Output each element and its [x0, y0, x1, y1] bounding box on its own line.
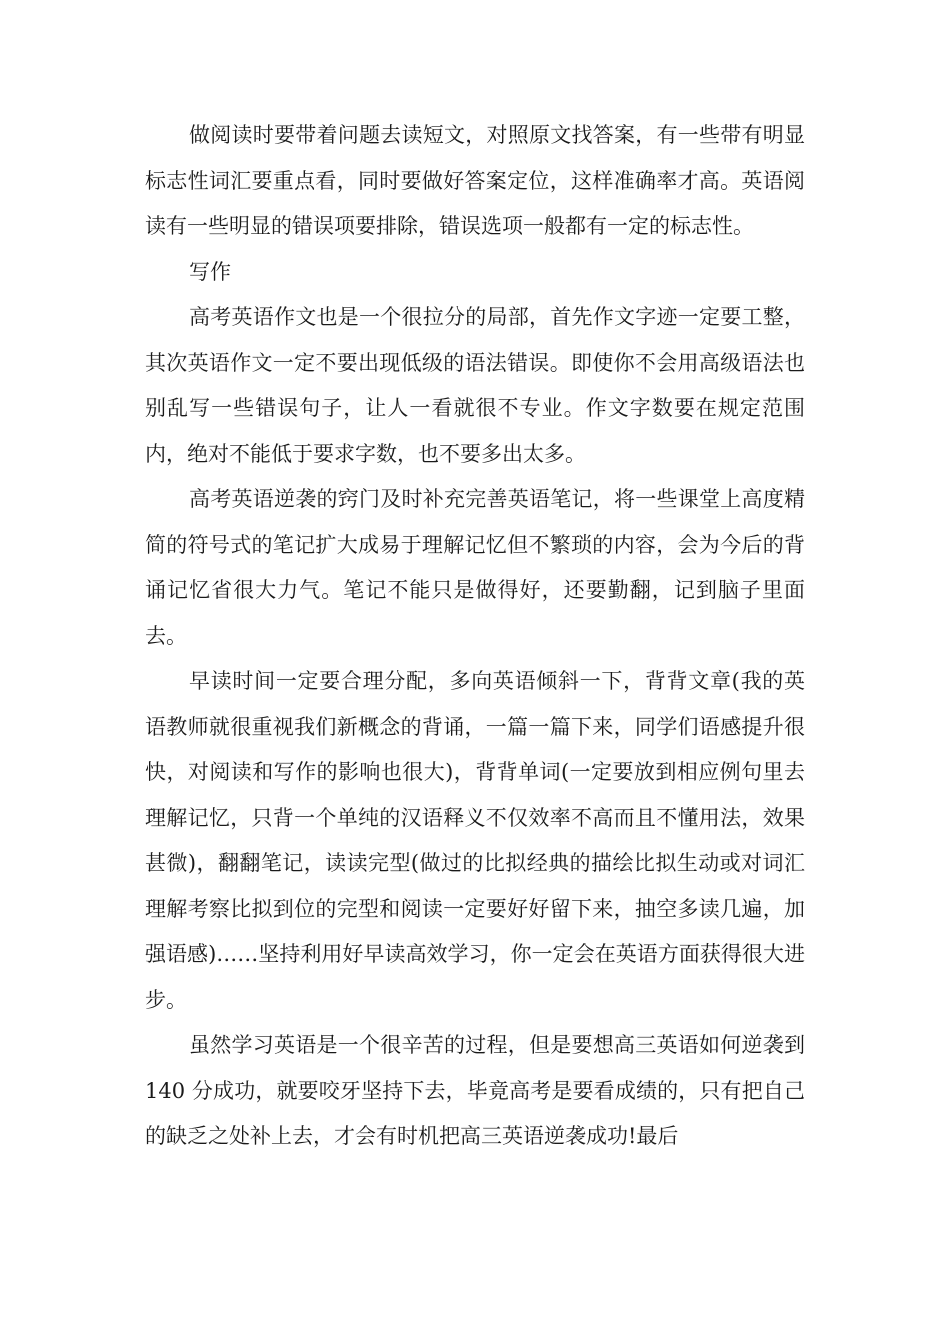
- paragraph-morning-reading: 早读时间一定要合理分配，多向英语倾斜一下，背背文章(我的英语教师就很重视我们新概念的背诵，一篇一篇下来，同学们语感提升很快，对阅读和写作的影响也很大)，背背单词(一定要放到相应例句里去理解记忆，只背一个单纯的汉语释义不仅效率不高而且不懂用法，效果甚微)，翻翻笔记，读读完型(做过的比拟经典的描绘比拟生动或对词汇理解考察比拟到位的完型和阅读一定要好好留下来，抽空多读几遍，加强语感)……坚持利用好早读高效学习，你一定会在英语方面获得很大进步。: [145, 669, 805, 1012]
- paragraph-conclusion: 虽然学习英语是一个很辛苦的过程，但是要想高三英语如何逆袭到 140 分成功，就要咬牙坚持下去，毕竟高考是要看成绩的，只有把自己的缺乏之处补上去，才会有时机把高三英语逆袭成功!最后: [145, 1033, 805, 1148]
- paragraph-essay-tips: 高考英语作文也是一个很拉分的局部，首先作文字迹一定要工整，其次英语作文一定不要出现低级的语法错误。即使你不会用高级语法也别乱写一些错误句子，让人一看就很不专业。作文字数要在规定范围内，绝对不能低于要求字数，也不要多出太多。: [145, 305, 805, 466]
- paragraph-notes-tips: 高考英语逆袭的窍门及时补充完善英语笔记，将一些课堂上高度精简的符号式的笔记扩大成易于理解记忆但不繁琐的内容，会为今后的背诵记忆省很大力气。笔记不能只是做得好，还要勤翻，记到脑子里面去。: [145, 487, 805, 648]
- paragraph-reading-tips: 做阅读时要带着问题去读短文，对照原文找答案，有一些带有明显标志性词汇要重点看，同时要做好答案定位，这样准确率才高。英语阅读有一些明显的错误项要排除，错误选项一般都有一定的标志性。: [145, 123, 805, 238]
- section-heading-writing: 写作: [189, 259, 231, 284]
